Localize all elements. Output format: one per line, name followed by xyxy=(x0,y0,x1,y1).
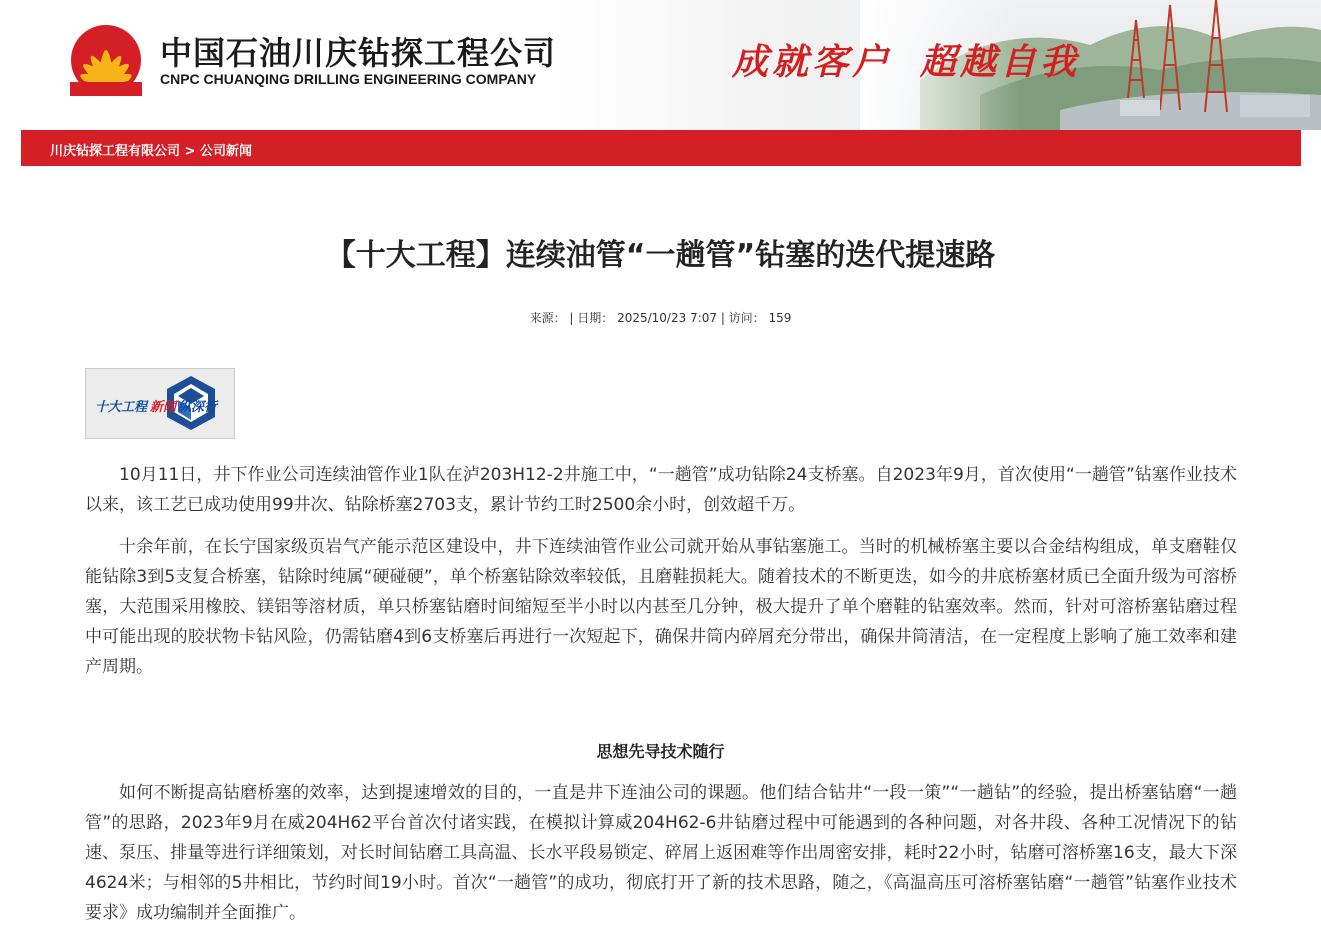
breadcrumb-bar xyxy=(21,130,1301,166)
article-meta: 来源： | 日期： 2025/10/23 7:07 | 访问： 159 xyxy=(529,311,792,325)
ten-projects-banner[interactable] xyxy=(85,368,235,439)
article-title: 【十大工程】连续油管“一趟管”钻塞的迭代提速路 xyxy=(325,238,996,273)
banner-text-ten-projects: 十大工程 xyxy=(95,400,148,415)
paragraph-text: 如何不断提高钻磨桥塞的效率，达到提速增效的目的，一直是井下连油公司的课题。他们结合钻井“一段一策”“一趟钻”的经验，提出桥塞钻磨“一趟管”的思路，2023年9月在威204H62平台首次付诸实践，在模拟计算威204H62-6井钻磨过程中可能遇到的各种问题，对各井段、各种工况情况下的钻速、泵压、排量等进行详细策划，对长时间钻磨工具高温、长水平段易锁定、碎屑上返困难等作出周密安排，耗时22小时，钻磨可溶桥塞16支，最大下深4624米；与相邻的5井相比，节约时间19小时。首次“一趟管”的成功，彻底打开了新的技术思路，随之，《高温高压可溶桥塞钻磨“一趟管”钻塞作业技术要求》成功编制并全面推广。 xyxy=(85,783,1237,923)
cnpc-logo-icon[interactable] xyxy=(70,24,142,96)
banner-text-news: 新闻 xyxy=(150,400,177,415)
breadcrumb-current-link[interactable]: 公司新闻 xyxy=(199,144,252,159)
company-name-en: CNPC CHUANQING DRILLING ENGINEERING COMPANY xyxy=(160,71,537,87)
article-paragraph-2 xyxy=(85,532,1237,682)
company-name-cn: 中国石油川庆钻探工程公司 xyxy=(160,34,557,72)
breadcrumb xyxy=(50,140,252,159)
header-slogan xyxy=(732,34,1080,85)
article-subheading: 思想先导技术随行 xyxy=(596,742,725,761)
paragraph-text: 10月11日，井下作业公司连续油管作业1队在泸203H12-2井施工中，“一趟管”成功钻除24支桥塞。自2023年9月，首次使用“一趟管”钻塞作业技术以来，该工艺已成功使用99井次、钻除桥塞2703支，累计节约工时2500余小时，创效超千万。 xyxy=(85,465,1237,515)
site-header xyxy=(0,0,1321,130)
breadcrumb-separator: > xyxy=(184,144,196,159)
slogan-part-1: 成就客户 xyxy=(732,41,893,83)
article-paragraph-1 xyxy=(85,460,1237,520)
paragraph-text: 十余年前，在长宁国家级页岩气产能示范区建设中，井下连续油管作业公司就开始从事钻塞施工。当时的机械桥塞主要以合金结构组成，单支磨鞋仅能钻除3到5支复合桥塞，钻除时纯属“硬碰硬”，单个桥塞钻除效率较低，且磨鞋损耗大。随着技术的不断更迭，如今的井底桥塞材质已全面升级为可溶桥塞，大范围采用橡胶、镁铝等溶材质，单只桥塞钻磨时间缩短至半小时以内甚至几分钟，极大提升了单个磨鞋的钻塞效率。然而，针对可溶桥塞钻磨过程中可能出现的胶状物卡钻风险，仍需钻磨4到6支桥塞后再进行一次短起下，确保井筒内碎屑充分带出，确保井筒清洁，在一定程度上影响了施工效率和建产周期。 xyxy=(85,537,1237,677)
slogan-part-2: 超越自我 xyxy=(920,41,1081,83)
breadcrumb-home-link[interactable]: 川庆钻探工程有限公司 xyxy=(50,144,181,159)
banner-text-in-depth: 纵深行 xyxy=(178,400,218,415)
